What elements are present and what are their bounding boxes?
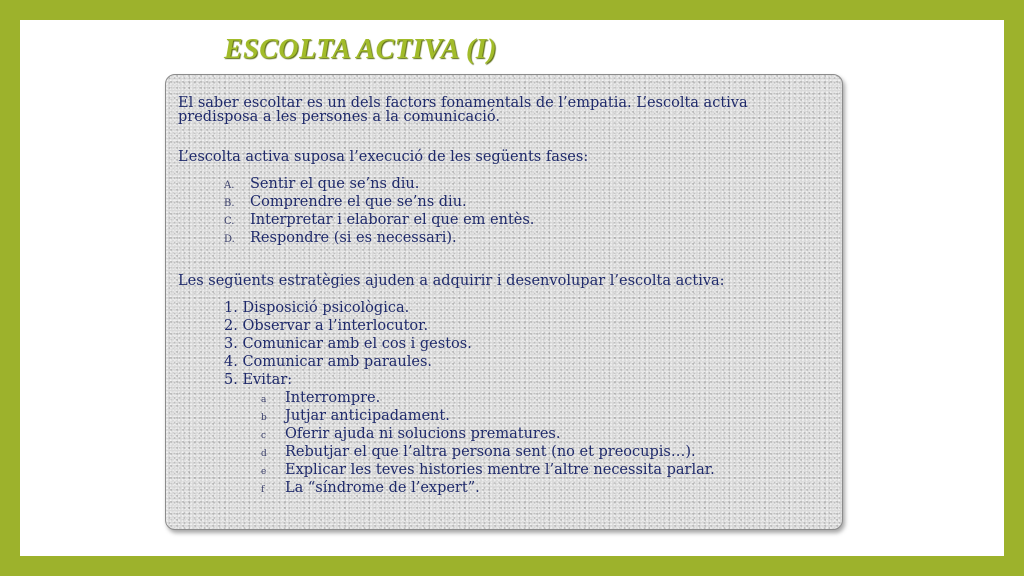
list-item: 3. Comunicar amb el cos i gestos. [224,336,472,352]
list-item [224,177,419,193]
list-text: Interrompre. [285,390,381,406]
list-text: Interpretar i elaborar el que em entès. [250,212,535,228]
list-item: 4. Comunicar amb paraules. [224,354,433,370]
list-marker: C. [224,216,235,227]
list-text: Rebutjar el que l’altra persona sent (no et preocupis…). [285,444,696,460]
list-marker: a [261,395,267,405]
strategies-heading: Les següents estratègies ajuden a adquirir i desenvolupar l’escolta activa: [178,273,725,289]
list-item [261,391,380,408]
list-marker: c [261,431,267,441]
list-marker: d [261,449,267,459]
list-text: Respondre (si es necessari). [250,230,457,246]
list-marker: B. [224,198,235,209]
list-item [261,445,696,462]
list-text: La “síndrome de l’expert”. [285,480,480,496]
list-text: Jutjar anticipadament. [285,408,450,424]
list-text: Sentir el que se’ns diu. [250,176,420,192]
list-item: 1. Disposició psicològica. [224,300,410,316]
intro-line-1: El saber escoltar es un dels factors fonamentals de l’empatia. L’escolta activa [178,95,748,111]
list-item [224,213,534,229]
slide-title: ESCOLTA ACTIVA (I) [224,34,498,65]
list-marker: f [261,485,265,495]
list-item [224,195,467,211]
list-marker: b [261,413,267,423]
list-text: Oferir ajuda ni solucions prematures. [285,426,561,442]
list-item: 5. Evitar: [224,372,293,388]
list-marker: D. [224,234,235,245]
list-text: Comprendre el que se’ns diu. [250,194,467,210]
list-item: 2. Observar a l’interlocutor. [224,318,429,334]
list-text: Explicar les teves histories mentre l’altre necessita parlar. [285,462,715,478]
list-item [224,231,457,247]
intro-line-2: predisposa a les persones a la comunicació. [178,109,500,125]
phases-heading: L’escolta activa suposa l’execució de les següents fases: [178,149,589,165]
list-item [261,427,561,444]
list-marker: e [261,467,267,477]
list-item [261,409,450,426]
content-panel [165,74,843,530]
list-marker: A. [224,180,235,191]
list-item [261,463,715,480]
list-item [261,481,480,498]
